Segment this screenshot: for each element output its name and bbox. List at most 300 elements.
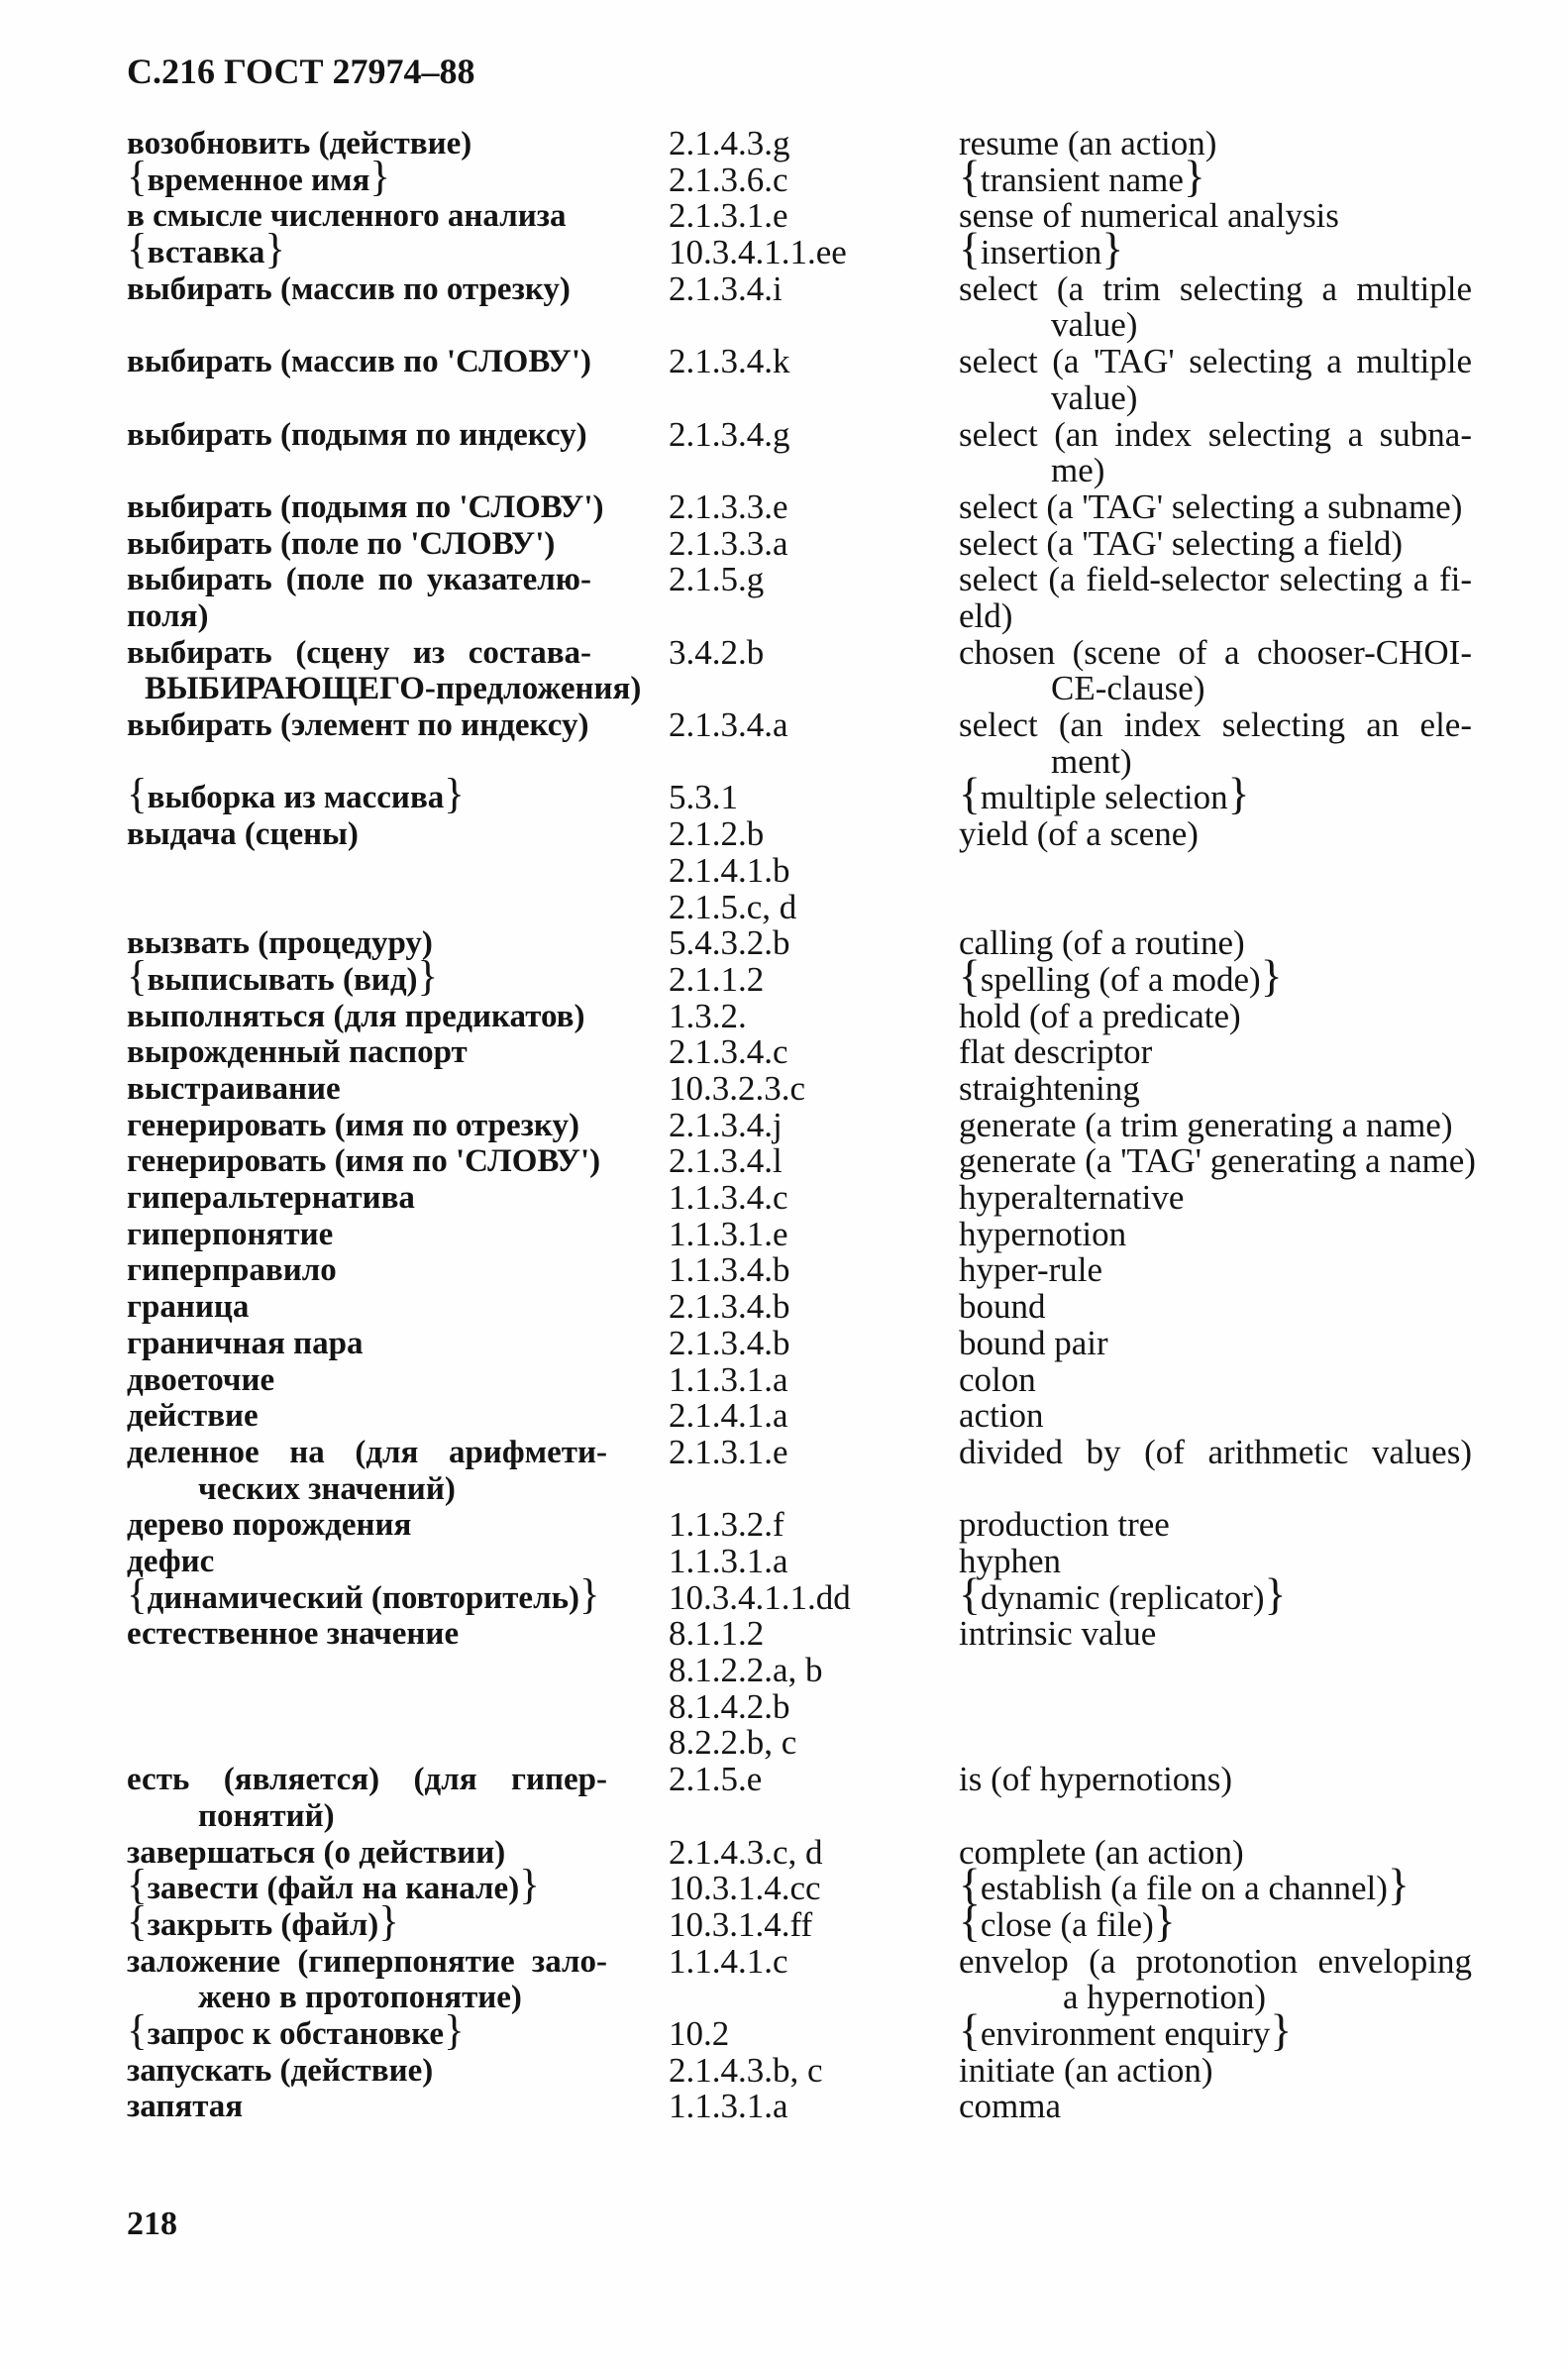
term-ru-line: {выборка из массива} [127,771,465,818]
term-ru-cell [127,562,662,634]
close-brace: } [1270,2003,1293,2055]
close-brace: } [369,153,390,200]
close-brace: } [1101,223,1124,274]
section-ref-cell [669,1941,946,1981]
section-ref-cell [669,1871,946,1907]
section-ref-cell [669,1105,946,1144]
term-en-line: sense of numerical analysis [959,196,1339,236]
term-ru-line: в смысле численного анализа [127,198,567,235]
term-ru-line: выбирать (подымя по 'СЛОВУ') [127,488,604,525]
term-ru-cell [127,707,662,744]
term-ru-cell [127,1071,662,1108]
section-ref-line: 2.1.5.g [669,560,765,599]
term-en-line: hyphen [959,1541,1062,1580]
section-ref-cell [669,1071,946,1108]
section-ref-cell [669,1398,946,1435]
term-en-line: resume (an action) [959,124,1217,162]
term-ru-line: действие [127,1398,259,1435]
term-ru-cell [127,2006,662,2054]
index-entry [0,949,1568,1001]
section-ref-line: 2.1.4.3.g [669,124,790,162]
term-ru-line: граничная пара [127,1325,364,1361]
term-en-line: select (an index selecting an ele- [959,705,1472,745]
term-ru-cell [127,952,662,1000]
open-brace: { [959,150,981,201]
section-ref-cell [669,1143,946,1180]
term-ru-line: выдача (сцены) [127,816,359,853]
glossary-index [0,126,1568,2125]
term-en-cell [959,996,1553,1035]
section-ref-line: 1.1.3.1.a [669,2087,788,2126]
section-ref-line: 2.1.4.3.b, c [669,2050,823,2090]
section-ref-line: 1.1.3.2.f [669,1505,784,1545]
open-brace: { [959,1894,981,1946]
term-en-cell [959,768,1553,819]
term-en-cell [959,223,1553,274]
index-entry [0,996,1568,1035]
term-ru-line: есть (является) (для гипер- [127,1762,607,1798]
section-ref-line: 2.1.3.4.b [669,1287,790,1327]
term-ru-cell [127,2089,662,2125]
term-ru-line: {завести (файл на канале)} [127,1862,540,1909]
term-ru-line: выбирать (поле по указателю- [127,562,591,598]
index-entry [0,1289,1568,1326]
term-en-cell [959,1289,1553,1326]
term-en-line: {multiple selection} [959,768,1250,819]
term-ru-line: выстраивание [127,1071,341,1107]
term-ru-cell [127,226,662,273]
index-entry [0,562,1568,634]
section-ref-line: 1.1.3.1.a [669,1359,788,1399]
section-ref-cell [669,2089,946,2125]
term-en-cell [959,707,1553,780]
term-en-line: {insertion} [959,223,1124,274]
section-ref-cell [669,1904,946,1944]
section-ref-line: 2.1.3.4.g [669,414,790,454]
term-ru-cell [127,417,662,454]
index-entry [0,1859,1568,1910]
section-ref-line: 2.1.3.6.c [669,160,788,199]
term-en-cell [959,1180,1553,1217]
section-ref-cell [669,1616,946,1762]
section-ref-line: 2.1.3.4.c [669,1032,788,1072]
close-brace: } [1153,1894,1176,1946]
term-ru-line: понятий) [198,1797,335,1834]
term-ru-cell [127,1143,662,1180]
close-brace: } [444,2006,465,2054]
close-brace: } [519,1862,540,1909]
term-ru-cell [127,1616,662,1653]
section-ref-cell [669,1541,946,1580]
term-ru-line: дефис [127,1543,215,1579]
index-entry [0,271,1568,344]
term-en-cell [959,198,1553,235]
term-ru-cell [127,999,662,1035]
term-en-line: {establish (a file on a channel)} [959,1859,1410,1910]
section-ref-line: 1.3.2. [669,996,747,1035]
open-brace: { [127,1862,148,1909]
section-ref-line: 2.1.4.1.a [669,1396,788,1436]
index-entry [0,223,1568,274]
term-ru-line: жено в протопонятие) [198,1980,522,2016]
term-en-line: select (a 'TAG' selecting a subname) [959,486,1463,526]
term-en-line: {spelling (of a mode)} [959,949,1283,1001]
term-en-cell [959,1859,1553,1910]
term-ru-line: выбирать (элемент по индексу) [127,707,589,744]
section-ref-cell [669,1252,946,1289]
term-en-line: hold (of a predicate) [959,996,1241,1035]
term-en-cell [959,523,1553,563]
index-entry [0,1214,1568,1253]
term-ru-cell [127,1289,662,1326]
index-entry [0,523,1568,563]
index-entry [0,1034,1568,1071]
section-ref-cell [669,562,946,598]
section-ref-cell [669,162,946,199]
term-en-line: {dynamic (replicator)} [959,1567,1287,1619]
section-ref-line: 10.3.4.1.1.ee [669,233,847,272]
open-brace: { [127,153,148,200]
term-en-line: divided by (of arithmetic values) [959,1432,1472,1471]
index-entry [0,1432,1568,1507]
term-ru-line: завершаться (о действии) [127,1834,506,1871]
term-en-line: select (an index selecting a subna- [959,414,1472,454]
close-brace: } [579,1570,600,1618]
section-ref-line: 5.4.3.2.b [669,923,790,963]
open-brace: { [127,771,148,818]
index-entry [0,344,1568,416]
term-en-cell [959,2050,1553,2090]
section-ref-line: 2.1.3.4.l [669,1141,783,1181]
term-en-line: complete (an action) [959,1832,1244,1872]
index-entry [0,707,1568,780]
section-ref-cell [669,1432,946,1471]
index-entry [0,1616,1568,1762]
term-ru-cell [127,271,662,308]
term-en-line: bound [959,1287,1046,1327]
open-brace: { [959,768,981,819]
term-ru-line: выбирать (поле по 'СЛОВУ') [127,525,556,562]
index-entry [0,1105,1568,1144]
term-en-cell [959,1105,1553,1144]
open-brace: { [127,1897,148,1945]
index-entry [0,2003,1568,2055]
term-ru-line: вырожденный паспорт [127,1034,468,1071]
index-entry [0,198,1568,235]
term-en-line: eld) [959,595,1013,635]
section-ref-cell [669,414,946,454]
section-ref-line: 2.1.3.1.e [669,1432,788,1471]
index-entry [0,126,1568,162]
section-ref-cell [669,1034,946,1071]
term-ru-cell [127,198,662,235]
term-ru-line: ВЫБИРАЮЩЕГО-предложения) [145,671,642,707]
term-en-cell [959,486,1553,526]
term-ru-line: {динамический (повторитель)} [127,1570,600,1618]
term-en-line: action [959,1396,1044,1436]
section-ref-cell [669,1359,946,1399]
term-en-line: is (of hypernotions) [959,1760,1233,1799]
open-brace: { [959,2003,981,2055]
section-ref-line: 2.1.3.4.b [669,1323,790,1362]
term-ru-cell [127,1435,662,1507]
term-en-cell [959,1143,1553,1180]
section-ref-line: 2.1.5.c, d [669,887,797,926]
open-brace: { [127,952,148,1000]
term-en-cell [959,126,1553,162]
index-entry [0,1252,1568,1289]
term-en-cell [959,1894,1553,1946]
term-en-line: value) [1051,377,1138,417]
term-en-cell [959,1567,1553,1619]
section-ref-line: 2.1.4.1.b [669,850,790,890]
open-brace: { [959,1567,981,1619]
term-en-cell [959,1323,1553,1362]
open-brace: { [127,226,148,273]
term-en-cell [959,1034,1553,1071]
term-en-cell [959,632,1553,708]
term-en-cell [959,1359,1553,1399]
term-en-line: intrinsic value [959,1614,1157,1654]
index-entry [0,1359,1568,1399]
section-ref-cell [669,780,946,816]
term-en-cell [959,562,1553,634]
term-en-cell [959,150,1553,201]
index-entry [0,925,1568,962]
term-ru-cell [127,153,662,200]
term-ru-line: гиперальтернатива [127,1180,415,1217]
section-ref-cell [669,1180,946,1217]
index-entry [0,2050,1568,2090]
index-entry [0,1762,1568,1834]
index-entry [0,1143,1568,1180]
term-ru-line: выбирать (массив по отрезку) [127,270,571,307]
term-en-line: yield (of a scene) [959,814,1199,854]
term-en-line: select (a 'TAG' selecting a multiple [959,342,1472,381]
index-entry [0,1180,1568,1217]
term-ru-cell [127,1835,662,1872]
section-ref-cell [669,523,946,563]
term-ru-line: {вставка} [127,226,286,273]
index-entry [0,1323,1568,1362]
term-ru-cell [127,1217,662,1253]
term-en-cell [959,1214,1553,1253]
term-en-cell [959,1507,1553,1544]
term-en-cell [959,1541,1553,1580]
open-brace: { [959,1859,981,1910]
term-en-line: hyperalternative [959,1178,1185,1218]
section-ref-line: 8.1.1.2 [669,1614,765,1654]
index-entry [0,768,1568,819]
term-en-cell [959,1762,1553,1798]
term-en-cell [959,1398,1553,1435]
term-en-line: straightening [959,1069,1140,1108]
section-ref-cell [669,1214,946,1253]
term-en-cell [959,1832,1553,1872]
term-ru-cell [127,1507,662,1544]
term-en-line: generate (a trim generating a name) [959,1105,1453,1144]
section-ref-cell [669,1832,946,1872]
term-ru-cell [127,1897,662,1945]
term-ru-cell [127,1180,662,1217]
index-entry [0,1541,1568,1580]
term-ru-cell [127,771,662,818]
term-en-line: hypernotion [959,1214,1127,1253]
term-ru-cell [127,1326,662,1362]
section-ref-cell [669,632,946,672]
section-ref-line: 1.1.3.1.e [669,1214,788,1253]
term-ru-line: {выписывать (вид)} [127,952,439,1000]
term-ru-cell [127,635,662,707]
term-en-line: colon [959,1359,1036,1399]
close-brace: } [1260,949,1283,1001]
term-ru-line: выбирать (подымя по индексу) [127,416,587,453]
section-ref-cell [669,2013,946,2053]
term-ru-line: деленное на (для арифмети- [127,1434,607,1470]
term-ru-cell [127,1944,662,2016]
term-ru-cell [127,1762,662,1834]
section-ref-line: 3.4.2.b [669,632,765,672]
section-ref-cell [669,1507,946,1544]
term-en-line: me) [1051,451,1105,490]
term-ru-line: {временное имя} [127,153,390,200]
term-ru-line: генерировать (имя по 'СЛОВУ') [127,1143,601,1180]
section-ref-cell [669,996,946,1035]
index-entry [0,1894,1568,1946]
term-ru-line: гиперправило [127,1252,337,1289]
term-en-cell [959,2003,1553,2055]
section-ref-line: 5.3.1 [669,778,738,817]
term-ru-cell [127,2053,662,2090]
term-ru-line: двоеточие [127,1361,275,1398]
section-ref-line: 2.1.1.2 [669,959,765,999]
term-en-cell [959,925,1553,962]
term-en-line: select (a trim selecting a multiple [959,269,1472,308]
term-ru-line: выбирать (массив по 'СЛОВУ') [127,344,592,380]
page-number: 218 [127,2206,177,2242]
term-en-line: a hypernotion) [1063,1978,1267,2017]
section-ref-cell [669,925,946,962]
term-ru-cell [127,1108,662,1144]
term-ru-line: дерево порождения [127,1507,412,1544]
section-ref-line: 2.1.5.e [669,1760,763,1799]
section-ref-cell [669,1323,946,1362]
section-ref-line: 2.1.2.b [669,814,765,854]
term-ru-line: {запрос к обстановке} [127,2006,465,2054]
term-ru-line: заложение (гиперпонятие зало- [127,1943,607,1980]
section-ref-line: 2.1.3.3.e [669,486,788,526]
open-brace: { [127,1570,148,1618]
term-en-line: comma [959,2087,1062,2126]
term-ru-cell [127,526,662,563]
term-en-cell [959,949,1553,1001]
section-ref-line: 10.2 [669,2013,730,2053]
term-ru-cell [127,126,662,162]
term-en-line: CE-clause) [1051,669,1205,708]
open-brace: { [127,2006,148,2054]
term-en-cell [959,1071,1553,1108]
section-ref-line: 2.1.3.3.a [669,523,788,563]
section-ref-line: 10.3.1.4.cc [669,1869,821,1908]
section-ref-cell [669,486,946,526]
index-entry [0,1398,1568,1435]
term-en-line: select (a field-selector selecting a fi- [959,560,1472,599]
index-entry [0,816,1568,925]
index-entry [0,2089,1568,2125]
index-entry [0,1941,1568,2017]
section-ref-cell [669,1762,946,1798]
section-ref-line: 2.1.3.4.a [669,705,788,745]
section-ref-line: 8.1.2.2.a, b [669,1651,823,1690]
section-ref-cell [669,707,946,744]
section-ref-cell [669,235,946,271]
section-ref-line: 2.1.3.4.j [669,1105,783,1144]
open-brace: { [959,949,981,1001]
term-ru-cell [127,816,662,853]
term-ru-cell [127,1362,662,1399]
section-ref-cell [669,959,946,999]
index-entry [0,1567,1568,1619]
term-ru-line: вызвать (процедуру) [127,925,433,962]
section-ref-cell [669,2050,946,2090]
term-ru-line: естественное значение [127,1616,460,1653]
term-en-line: {close (a file)} [959,1894,1176,1946]
section-ref-line: 1.1.4.1.c [669,1941,788,1981]
close-brace: } [264,226,286,273]
index-entry [0,632,1568,708]
term-en-line: calling (of a routine) [959,923,1245,963]
term-en-line: flat descriptor [959,1032,1153,1072]
section-ref-line: 1.1.3.1.a [669,1541,788,1580]
term-en-line: select (a 'TAG' selecting a field) [959,523,1404,563]
section-ref-line: 1.1.3.4.c [669,1178,788,1218]
term-en-cell [959,2089,1553,2125]
term-ru-line: запускать (действие) [127,2052,434,2089]
term-ru-line: поля) [127,597,209,634]
term-ru-line: ческих значений) [198,1470,456,1507]
term-ru-cell [127,1398,662,1435]
term-en-line: value) [1051,305,1138,345]
close-brace: } [1227,768,1250,819]
term-en-cell [959,1252,1553,1289]
term-en-cell [959,1616,1553,1653]
term-ru-line: выбирать (сцену из состава- [127,634,591,671]
term-en-line: bound pair [959,1323,1108,1362]
term-ru-cell [127,1252,662,1289]
close-brace: } [1183,150,1205,201]
term-en-line: {transient name} [959,150,1205,201]
term-en-line: hyper-rule [959,1250,1103,1290]
term-en-line: {environment enquiry} [959,2003,1293,2055]
section-ref-line: 10.3.4.1.1.dd [669,1577,851,1617]
term-en-cell [959,1941,1553,2017]
term-en-line: envelop (a protonotion enveloping [959,1941,1472,1981]
section-ref-line: 10.3.1.4.ff [669,1904,813,1944]
index-entry [0,1071,1568,1108]
close-brace: } [444,771,465,818]
term-en-cell [959,816,1553,853]
section-ref-line: 8.1.4.2.b [669,1686,790,1726]
term-en-cell [959,271,1553,344]
open-brace: { [959,223,981,274]
term-en-line: generate (a 'TAG' generating a name) [959,1141,1476,1181]
section-ref-line: 2.1.3.1.e [669,196,788,236]
close-brace: } [417,952,439,1000]
section-ref-line: 2.1.3.4.i [669,269,783,308]
term-en-line: ment) [1051,741,1132,781]
term-en-line: production tree [959,1505,1170,1545]
section-ref-cell [669,816,946,925]
